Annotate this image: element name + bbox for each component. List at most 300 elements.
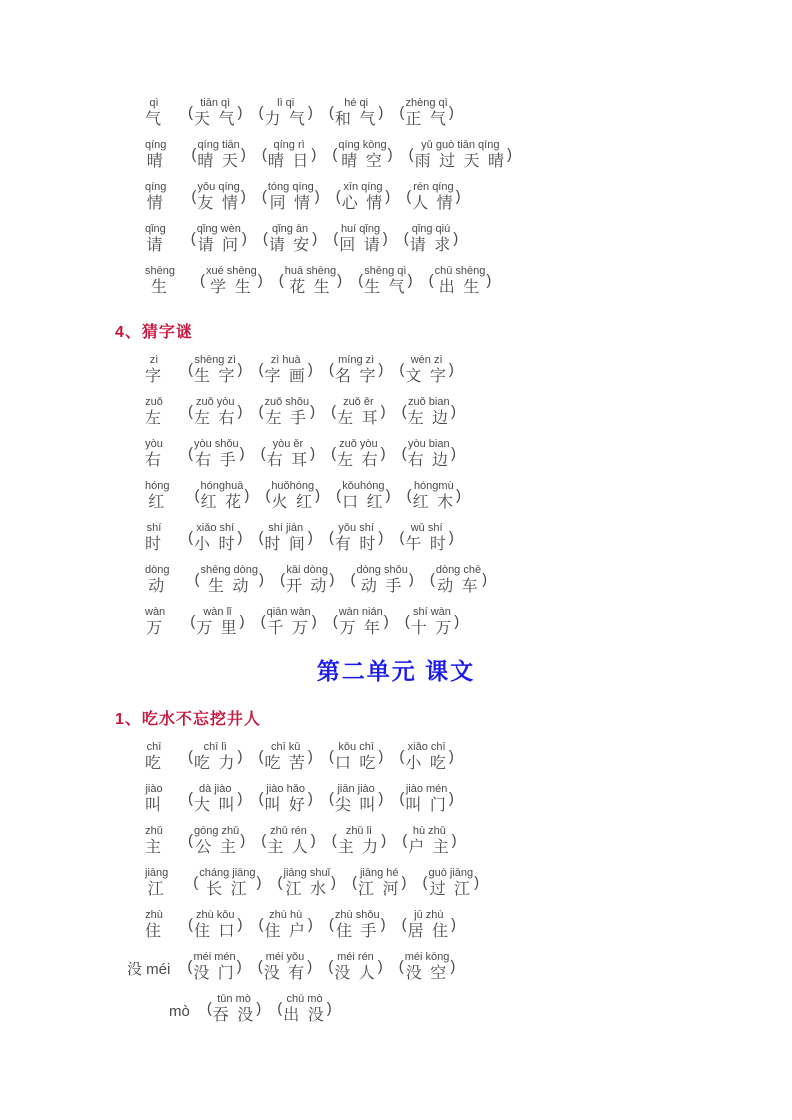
- close-paren: ): [326, 999, 332, 1017]
- vocab-row: [145, 353, 712, 386]
- word-hanzi: 文 字: [405, 368, 448, 385]
- word-unit: [261, 181, 321, 213]
- word-pinyin: zuǒ yòu: [339, 438, 378, 450]
- close-paren: ): [451, 402, 457, 420]
- open-paren: (: [261, 187, 267, 205]
- head-stack: [145, 909, 163, 941]
- close-paren: ): [456, 486, 462, 504]
- open-paren: (: [331, 444, 337, 462]
- head-pinyin: shēng: [145, 265, 175, 277]
- unit-title: 第二单元 课文: [316, 658, 476, 684]
- close-paren: ): [448, 789, 454, 807]
- close-paren: ): [385, 187, 391, 205]
- close-paren: ): [310, 831, 316, 849]
- word-unit: [192, 867, 262, 899]
- close-paren: ): [307, 747, 313, 765]
- head-pinyin: qíng: [145, 139, 167, 151]
- word-pinyin: jū zhù: [414, 909, 444, 921]
- word-unit: [277, 867, 337, 899]
- word-hanzi: 天 气: [194, 111, 237, 128]
- open-paren: (: [262, 229, 268, 247]
- open-paren: (: [328, 528, 334, 546]
- open-paren: (: [188, 789, 194, 807]
- word-pinyin: xīn qíng: [343, 181, 383, 193]
- head-stack: [145, 480, 169, 512]
- word-hanzi: 没 有: [263, 965, 307, 982]
- open-paren: (: [258, 402, 264, 420]
- close-paren: ): [455, 187, 461, 205]
- word-unit: [335, 480, 391, 512]
- word-unit: [428, 265, 493, 297]
- word-unit: [331, 825, 387, 857]
- vocab-row: [145, 437, 712, 470]
- word-hanzi: 户 主: [408, 839, 451, 856]
- word-hanzi: 叫 好: [264, 797, 307, 814]
- close-paren: ): [241, 229, 247, 247]
- word-hanzi: 住 手: [336, 923, 379, 940]
- word-pinyin: zuǒ bian: [408, 396, 450, 408]
- open-paren: (: [258, 747, 264, 765]
- word-pinyin: yǒu shí: [338, 522, 374, 534]
- word-stack: [213, 993, 255, 1025]
- open-paren: (: [422, 873, 428, 891]
- head-stack: [145, 265, 175, 297]
- word-stack: [335, 909, 380, 941]
- head-hanzi: 万: [146, 620, 165, 637]
- word-stack: [411, 606, 453, 638]
- word-unit: [187, 909, 243, 941]
- word-hanzi: 长 江: [206, 881, 249, 898]
- vocab-row: [145, 782, 712, 815]
- word-hanzi: 主 人: [267, 839, 310, 856]
- close-paren: ): [454, 612, 460, 630]
- head-pinyin: zì: [149, 354, 159, 366]
- word-unit: [257, 951, 313, 983]
- open-paren: (: [187, 957, 193, 975]
- word-hanzi: 心 情: [341, 195, 385, 212]
- head-pinyin: jiào: [145, 783, 163, 795]
- head-pinyin: qíng: [145, 181, 167, 193]
- word-hanzi: 晴 天: [197, 153, 240, 170]
- word-hanzi: 和 气: [334, 111, 378, 128]
- word-pinyin: shēng zì: [194, 354, 237, 366]
- word-stack: [200, 564, 258, 596]
- word-pinyin: hé qi: [344, 97, 369, 109]
- close-paren: ): [486, 271, 492, 289]
- word-pinyin: zhèng qì: [405, 97, 448, 109]
- word-stack: [337, 438, 379, 470]
- word-stack: [199, 867, 255, 899]
- close-paren: ): [378, 747, 384, 765]
- word-unit: [187, 783, 243, 815]
- close-paren: ): [240, 831, 246, 849]
- word-stack: [334, 951, 376, 983]
- open-paren: (: [332, 612, 338, 630]
- word-hanzi: 有 时: [334, 536, 378, 553]
- close-paren: ): [315, 486, 321, 504]
- word-pinyin: zì huà: [270, 354, 301, 366]
- word-hanzi: 正 气: [405, 111, 448, 128]
- open-paren: (: [258, 915, 264, 933]
- word-pinyin: chī kǔ: [271, 741, 301, 753]
- word-hanzi: 左 耳: [337, 410, 380, 427]
- word-unit: [278, 265, 343, 297]
- word-pinyin: kǒu chī: [338, 741, 374, 753]
- word-stack: [405, 97, 447, 129]
- word-pinyin: kǒuhóng: [342, 480, 385, 492]
- word-stack: [267, 606, 311, 638]
- word-stack: [194, 783, 236, 815]
- word-hanzi: 字 画: [264, 368, 307, 385]
- word-unit: [276, 993, 332, 1025]
- close-paren: ): [448, 103, 454, 121]
- word-hanzi: 吃 苦: [264, 755, 307, 772]
- word-stack: [194, 825, 239, 857]
- word-stack: [200, 480, 243, 512]
- head-stack: [145, 396, 163, 428]
- word-unit: [190, 223, 248, 255]
- word-hanzi: 左 手: [265, 410, 309, 427]
- word-hanzi: 动 车: [437, 578, 480, 595]
- open-paren: (: [333, 229, 339, 247]
- word-unit: [257, 396, 316, 428]
- word-hanzi: 右 手: [195, 452, 238, 469]
- word-pinyin: qiān wàn: [266, 606, 311, 618]
- vocab-row: [145, 824, 712, 857]
- vocab-row: [145, 264, 712, 297]
- word-pinyin: jiāng shuǐ: [283, 867, 331, 879]
- word-pinyin: jiào hǎo: [266, 783, 305, 795]
- word-stack: [197, 181, 239, 213]
- head-hanzi: 左: [145, 410, 164, 427]
- word-hanzi: 时 间: [264, 536, 307, 553]
- word-pinyin: huí qǐng: [340, 223, 381, 235]
- word-pinyin: qíng rì: [273, 139, 305, 151]
- document-content: [115, 96, 712, 1025]
- word-stack: [335, 741, 377, 773]
- word-pinyin: zuǒ ěr: [343, 396, 374, 408]
- word-hanzi: 没 空: [405, 965, 449, 982]
- word-hanzi: 请 问: [197, 237, 241, 254]
- section-header: 4、猜字谜: [115, 324, 193, 341]
- word-unit: [257, 522, 313, 554]
- vocab-row: [145, 521, 712, 554]
- word-hanzi: 口 红: [342, 494, 385, 511]
- word-stack: [194, 741, 236, 773]
- close-paren: ): [256, 999, 262, 1017]
- word-unit: [190, 181, 246, 213]
- open-paren: (: [194, 570, 200, 588]
- word-hanzi: 雨 过 天 晴: [414, 153, 506, 170]
- word-pinyin: huǒhóng: [271, 480, 315, 492]
- word-hanzi: 万 年: [339, 620, 382, 637]
- word-stack: [206, 265, 257, 297]
- word-hanzi: 吞 没: [212, 1007, 256, 1024]
- word-unit: [260, 825, 316, 857]
- close-paren: ): [450, 957, 456, 975]
- close-paren: ): [307, 789, 313, 807]
- head-pinyin: qì: [149, 97, 159, 109]
- close-paren: ): [314, 187, 320, 205]
- open-paren: (: [258, 789, 264, 807]
- word-stack: [268, 139, 310, 171]
- word-hanzi: 请 安: [268, 237, 312, 254]
- open-paren: (: [188, 103, 194, 121]
- open-paren: (: [331, 402, 337, 420]
- close-paren: ): [307, 103, 313, 121]
- open-paren: (: [328, 103, 334, 121]
- head-pinyin: hóng: [145, 480, 170, 492]
- vocab-row: [145, 740, 712, 773]
- word-stack: [356, 564, 407, 596]
- head-hanzi: 红: [148, 494, 167, 511]
- close-paren: ): [237, 747, 243, 765]
- word-stack: [358, 867, 400, 899]
- word-pinyin: jiāng hé: [359, 867, 399, 879]
- head-pinyin: wàn: [145, 606, 166, 618]
- word-unit: [328, 783, 384, 815]
- word-pinyin: qǐng wèn: [196, 223, 241, 235]
- open-paren: (: [279, 570, 285, 588]
- word-unit: [187, 438, 246, 470]
- word-unit: [187, 97, 243, 129]
- vocab-row: [169, 992, 712, 1025]
- word-hanzi: 同 情: [269, 195, 313, 212]
- word-stack: [335, 522, 377, 554]
- word-hanzi: 右 耳: [266, 452, 310, 469]
- close-paren: ): [448, 360, 454, 378]
- word-hanzi: 没 人: [334, 965, 377, 982]
- close-paren: ): [380, 402, 386, 420]
- head-pinyin: shí: [146, 522, 162, 534]
- close-paren: ): [237, 915, 243, 933]
- head-stack: [145, 223, 166, 255]
- word-stack: [436, 564, 481, 596]
- open-paren: (: [260, 444, 266, 462]
- word-hanzi: 请 求: [409, 237, 453, 254]
- word-hanzi: 右 边: [407, 452, 451, 469]
- word-stack: [284, 867, 330, 899]
- vocab-row: [145, 395, 712, 428]
- word-pinyin: hónghuā: [200, 480, 244, 492]
- open-paren: (: [403, 229, 409, 247]
- open-paren: (: [331, 831, 337, 849]
- open-paren: (: [193, 873, 199, 891]
- word-hanzi: 午 时: [405, 536, 448, 553]
- word-stack: [337, 396, 379, 428]
- word-hanzi: 人 情: [412, 195, 455, 212]
- close-paren: ): [237, 360, 243, 378]
- word-pinyin: míng zì: [338, 354, 375, 366]
- word-pinyin: xiǎo chī: [407, 741, 446, 753]
- head-stack: [145, 783, 163, 815]
- word-hanzi: 生 字: [194, 368, 237, 385]
- word-unit: [189, 606, 245, 638]
- word-unit: [404, 606, 460, 638]
- word-pinyin: méi kōng: [404, 951, 450, 963]
- word-pinyin: tóng qíng: [267, 181, 314, 193]
- word-pinyin: shēng dòng: [200, 564, 258, 576]
- word-unit: [328, 522, 384, 554]
- word-hanzi: 口 吃: [334, 755, 378, 772]
- close-paren: ): [453, 229, 459, 247]
- word-pinyin: yòu bian: [408, 438, 450, 450]
- word-hanzi: 红 木: [412, 494, 456, 511]
- word-stack: [194, 396, 236, 428]
- vocab-row: [145, 605, 712, 638]
- word-pinyin: wén zì: [410, 354, 443, 366]
- word-hanzi: 公 主: [195, 839, 238, 856]
- word-pinyin: qǐng qiú: [411, 223, 451, 235]
- head-stack: [145, 354, 163, 386]
- open-paren: (: [328, 360, 334, 378]
- word-stack: [412, 181, 454, 213]
- word-pinyin: yǔ guò tiān qíng: [421, 139, 500, 151]
- close-paren: ): [407, 271, 413, 289]
- word-stack: [264, 783, 306, 815]
- word-hanzi: 出 没: [283, 1007, 326, 1024]
- word-stack: [194, 97, 236, 129]
- open-paren: (: [401, 444, 407, 462]
- close-paren: ): [378, 103, 384, 121]
- word-hanzi: 吃 力: [194, 755, 237, 772]
- word-stack: [338, 825, 380, 857]
- word-unit: [186, 951, 242, 983]
- close-paren: ): [378, 360, 384, 378]
- word-unit: [335, 181, 391, 213]
- word-stack: [408, 909, 450, 941]
- word-hanzi: 大 叫: [194, 797, 237, 814]
- head-stack: [145, 867, 168, 899]
- word-stack: [342, 480, 384, 512]
- head-stack: [145, 139, 166, 171]
- head-pinyin: dòng: [145, 564, 170, 576]
- open-paren: (: [257, 957, 263, 975]
- word-hanzi: 力 气: [264, 111, 307, 128]
- section-header: 1、吃水不忘挖井人: [115, 711, 261, 728]
- open-paren: (: [206, 999, 212, 1017]
- word-unit: [257, 783, 313, 815]
- head-character: mò: [169, 1003, 190, 1020]
- word-stack: [196, 606, 238, 638]
- word-hanzi: 住 户: [264, 923, 307, 940]
- word-stack: [264, 741, 306, 773]
- close-paren: ): [237, 402, 243, 420]
- close-paren: ): [482, 570, 488, 588]
- word-unit: [331, 139, 393, 171]
- word-pinyin: zhǔ lì: [345, 825, 373, 837]
- word-hanzi: 生 动: [208, 578, 251, 595]
- word-pinyin: rén qíng: [413, 181, 454, 193]
- open-paren: (: [399, 103, 405, 121]
- word-unit: [330, 438, 386, 470]
- open-paren: (: [352, 873, 358, 891]
- word-unit: [190, 139, 246, 171]
- word-hanzi: 出 生: [438, 279, 482, 296]
- head-pinyin: jiāng: [145, 867, 169, 879]
- word-hanzi: 晴 日: [267, 153, 311, 170]
- open-paren: (: [401, 915, 407, 933]
- word-stack: [197, 223, 241, 255]
- word-unit: [398, 741, 454, 773]
- close-paren: ): [401, 873, 407, 891]
- close-paren: ): [448, 528, 454, 546]
- word-stack: [405, 354, 447, 386]
- word-unit: [405, 181, 461, 213]
- word-unit: [193, 564, 265, 596]
- word-pinyin: yòu ěr: [272, 438, 304, 450]
- word-stack: [415, 139, 506, 171]
- open-paren: (: [328, 789, 334, 807]
- head-hanzi: 叫: [145, 797, 164, 814]
- word-unit: [406, 480, 462, 512]
- open-paren: (: [188, 360, 194, 378]
- word-pinyin: hù zhǔ: [412, 825, 446, 837]
- word-pinyin: yǒu qíng: [197, 181, 240, 193]
- open-paren: (: [258, 360, 264, 378]
- close-paren: ): [451, 831, 457, 849]
- close-paren: ): [337, 271, 343, 289]
- vocab-row: [145, 908, 712, 941]
- vocab-row: [145, 866, 712, 899]
- open-paren: (: [188, 915, 194, 933]
- word-stack: [405, 522, 447, 554]
- open-paren: (: [350, 570, 356, 588]
- close-paren: ): [312, 229, 318, 247]
- word-hanzi: 回 请: [339, 237, 382, 254]
- word-unit: [257, 909, 313, 941]
- word-pinyin: yòu shǒu: [194, 438, 239, 450]
- close-paren: ): [307, 360, 313, 378]
- word-stack: [194, 909, 236, 941]
- word-unit: [187, 825, 246, 857]
- word-stack: [335, 97, 377, 129]
- word-stack: [264, 951, 306, 983]
- word-hanzi: 没 门: [193, 965, 236, 982]
- word-pinyin: xué shēng: [205, 265, 257, 277]
- close-paren: ): [237, 528, 243, 546]
- open-paren: (: [328, 915, 334, 933]
- word-unit: [403, 223, 459, 255]
- word-hanzi: 主 力: [337, 839, 381, 856]
- word-pinyin: méi rén: [337, 951, 374, 963]
- word-hanzi: 左 右: [194, 410, 237, 427]
- head-pinyin: zuǒ: [145, 396, 163, 408]
- close-paren: ): [381, 831, 387, 849]
- head-hanzi: 字: [145, 368, 164, 385]
- word-hanzi: 居 住: [407, 923, 451, 940]
- head-hanzi: 主: [145, 839, 164, 856]
- word-pinyin: qíng kōng: [338, 139, 387, 151]
- word-stack: [194, 438, 239, 470]
- word-pinyin: hóngmù: [413, 480, 454, 492]
- word-hanzi: 学 生: [210, 279, 253, 296]
- open-paren: (: [429, 570, 435, 588]
- open-paren: (: [199, 271, 205, 289]
- open-paren: (: [398, 957, 404, 975]
- close-paren: ): [382, 229, 388, 247]
- word-stack: [405, 741, 447, 773]
- word-hanzi: 千 万: [267, 620, 310, 637]
- word-unit: [187, 354, 243, 386]
- word-unit: [398, 522, 454, 554]
- word-unit: [260, 606, 318, 638]
- word-unit: [401, 825, 457, 857]
- word-stack: [267, 825, 309, 857]
- word-stack: [264, 97, 306, 129]
- word-stack: [338, 139, 386, 171]
- close-paren: ): [256, 873, 262, 891]
